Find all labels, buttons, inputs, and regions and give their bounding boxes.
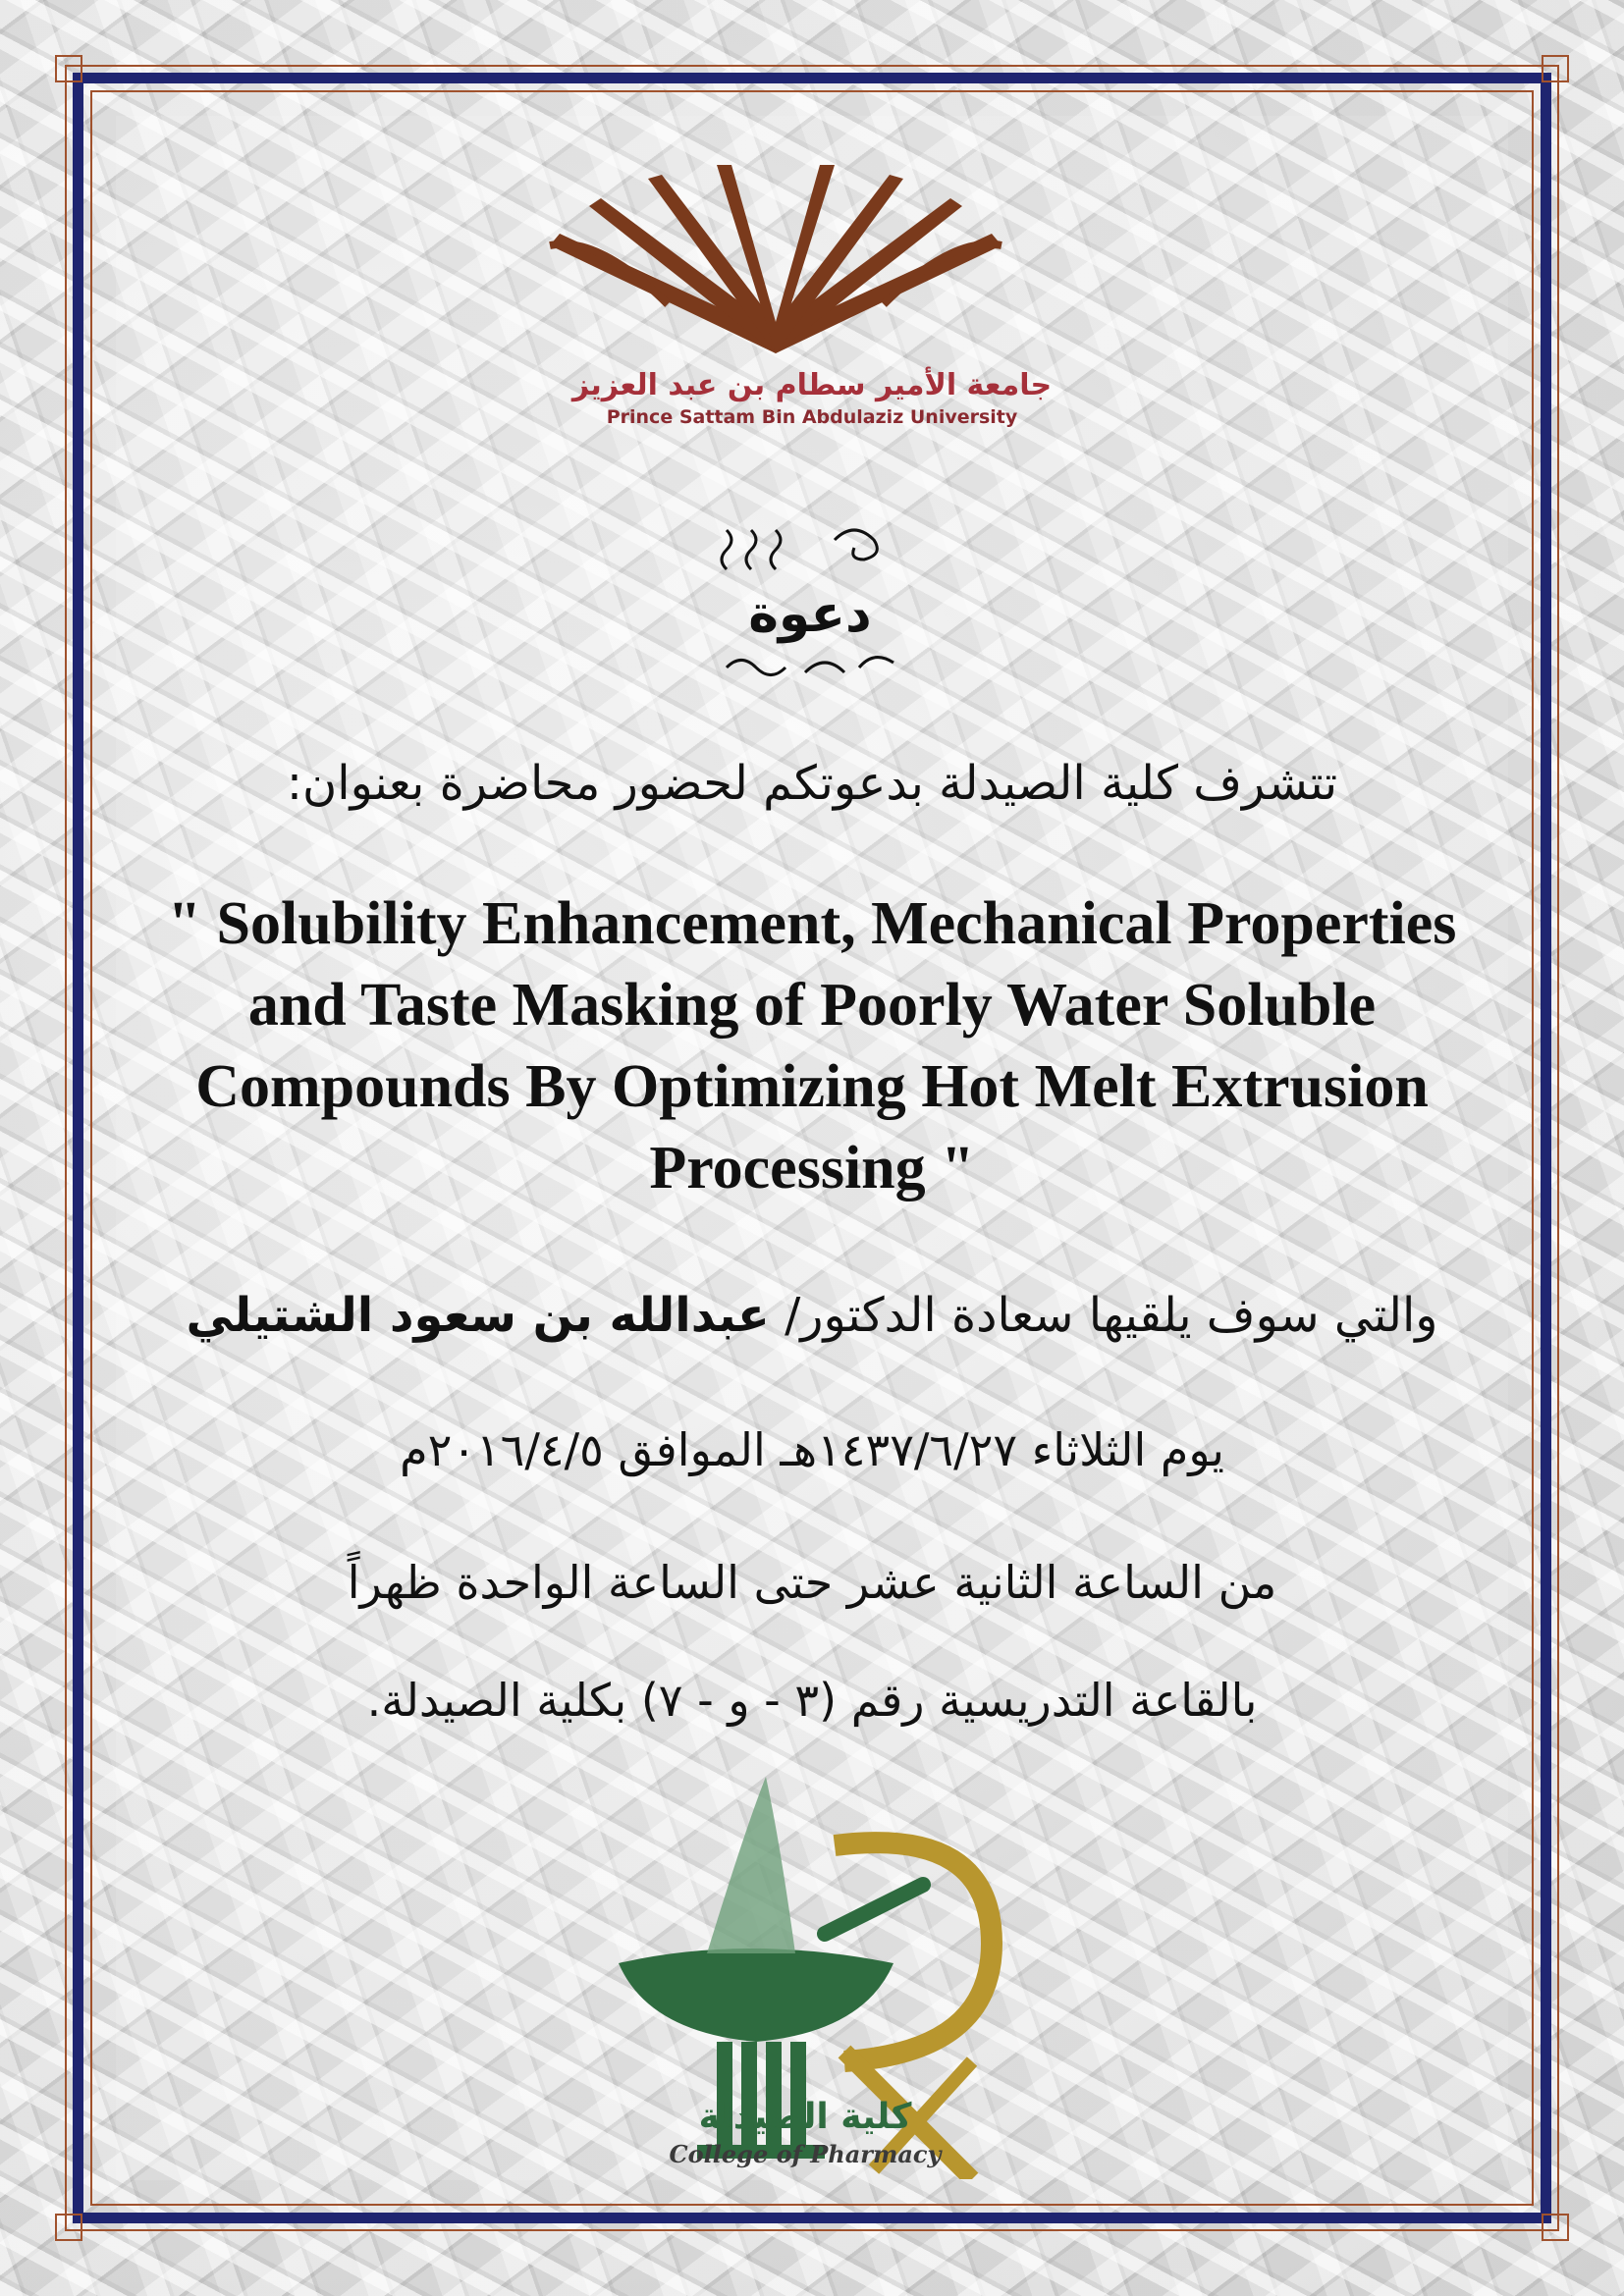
- date-line: يوم الثلاثاء ١٤٣٧/٦/٢٧هـ الموافق ٢٠١٦/٤/٥م: [400, 1423, 1224, 1476]
- time-line: من الساعة الثانية عشر حتى الساعة الواحدة ظهراً: [347, 1556, 1277, 1609]
- intro-line: تتشرف كلية الصيدلة بدعوتكم لحضور محاضرة بعنوان:: [286, 756, 1338, 811]
- speaker-name: عبدالله بن سعود الشتيلي: [186, 1288, 770, 1343]
- corner-ornament-top-left: [55, 55, 82, 82]
- speaker-line: [137, 1288, 1487, 1343]
- lecture-title: " Solubility Enhancement, Mechanical Properties and Taste Masking of Poorly Water Soluble Compounds By Optimizing Hot Melt Extrusion Processing ": [167, 890, 1457, 1201]
- place-line: بالقاعة التدريسية رقم (٣ - و - ٧) بكلية الصيدلة.: [366, 1674, 1258, 1727]
- university-name-arabic: جامعة الأمير سطام بن عبد العزيز: [571, 368, 1053, 402]
- speaker-prefix: والتي سوف يلقيها سعادة الدكتور/: [769, 1288, 1438, 1343]
- college-name-english: College of Pharmacy: [669, 2140, 942, 2168]
- corner-ornament-top-right: [1542, 55, 1569, 82]
- corner-ornament-bottom-right: [1542, 2214, 1569, 2241]
- invitation-heading: دعوة: [748, 585, 872, 644]
- university-name-english: Prince Sattam Bin Abdulaziz University: [606, 406, 1018, 428]
- corner-ornament-bottom-left: [55, 2214, 82, 2241]
- college-name-arabic: كلية الصيدلة: [698, 2097, 912, 2137]
